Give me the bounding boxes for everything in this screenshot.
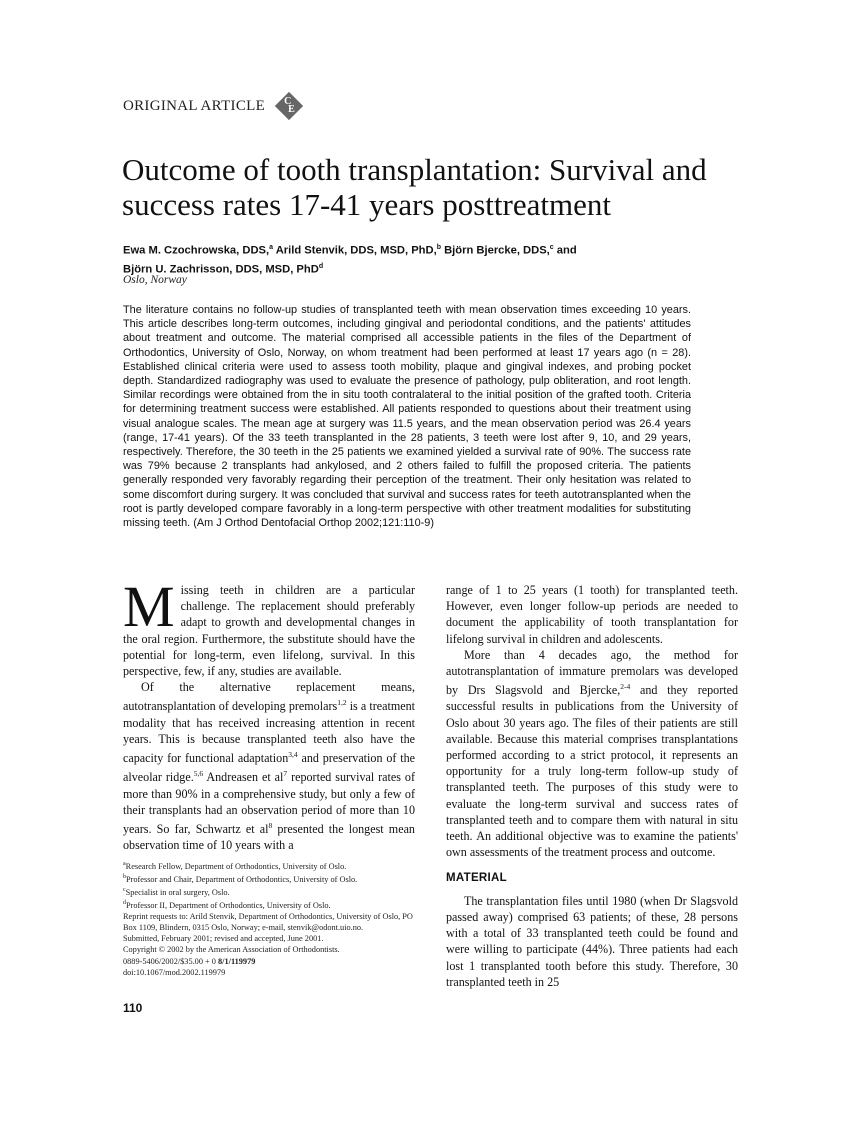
body-column-left: [123, 574, 416, 853]
footnote-copyright: Copyright © 2002 by the American Association of Orthodontists.: [123, 945, 340, 955]
page-number: 110: [123, 1001, 143, 1015]
author-3-tail: and: [553, 244, 577, 257]
author-line-2: [123, 259, 723, 278]
author-line-1: [123, 240, 723, 259]
article-title: Outcome of tooth transplantation: Survival and success rates 17-41 years posttreatment: [122, 152, 707, 222]
citation-sup: 7: [283, 769, 288, 779]
citation-sup: 5,6: [193, 769, 204, 779]
p4-text-a: More than 4 decades ago, the method for autotransplantation of immature premolars was developed by Drs Slagsvold and Bjercke,: [446, 647, 738, 698]
footnote-a: [123, 859, 418, 872]
footnote-d-text: Professor II, Department of Orthodontics, University of Oslo.: [126, 900, 331, 910]
badge-letter-e: E: [288, 104, 295, 115]
footnote-c-text: Specialist in oral surgery, Oslo.: [125, 887, 230, 897]
citation-sup: 8: [268, 820, 273, 830]
intro-paragraph-1: [123, 574, 415, 679]
footnote-c-sup: c: [123, 886, 126, 893]
footnote-b-sup: b: [123, 873, 126, 880]
footnote-c: [123, 885, 418, 898]
author-list: [123, 240, 723, 277]
footnote-issn: [123, 956, 418, 967]
material-paragraph-1: The transplantation files until 1980 (when Dr Slagsvold passed away) comprised 63 patients; of these, 28 persons with a total of 33 transplanted teeth could be found and were willing to participate (44%). Three patients had each lost 1 transplanted tooth before this study. Therefore, 30 transplanted teeth in 25: [446, 893, 738, 989]
author-4: Björn U. Zachrisson, DDS, MSD, PhD: [123, 263, 319, 276]
p2-text-e: reported survival rates of more than 90% in a comprehensive study, but only a few of their transplants had an observation period of more than 10 years. So far, Schwartz et al: [123, 770, 415, 836]
intro-paragraph-4: [446, 647, 738, 861]
footnote-b-text: Professor and Chair, Department of Orthodontics, University of Oslo.: [126, 874, 358, 884]
footnote-doi: doi:10.1067/mod.2002.119979: [123, 967, 226, 977]
citation-sup: 2-4: [620, 682, 631, 692]
article-type-label: ORIGINAL ARTICLE: [123, 97, 266, 114]
author-location: Oslo, Norway: [123, 274, 187, 286]
footnote-reprint: Reprint requests to: Arild Stenvik, Department of Orthodontics, University of Oslo, PO Box 1109, Blindern, 0315 Oslo, Norway; e-mail, stenvik@odont.uio.no.: [123, 911, 413, 933]
intro-paragraph-1-text: issing teeth in children are a particular challenge. The replacement should preferably adapt to growth and developmental changes in the oral region. Furthermore, the substitute should have the potential for long-term, even lifelong, survival. In this perspective, few, if any, studies are available.: [123, 583, 415, 679]
author-2: Arild Stenvik, DDS, MSD, PhD,: [273, 244, 437, 257]
footnote-a-text: Research Fellow, Department of Orthodontics, University of Oslo.: [125, 861, 347, 871]
footnotes: [123, 859, 418, 978]
article-header: [123, 92, 303, 120]
p2-text-d: Andreasen et al: [203, 770, 284, 785]
section-heading-material: MATERIAL: [446, 872, 507, 885]
citation-sup: 1,2: [337, 698, 347, 708]
p2-text-f: presented the longest mean observation time of 10 years with a: [123, 821, 415, 853]
citation-sup: 3,4: [288, 750, 298, 760]
ce-badge-icon: [275, 92, 303, 120]
author-4-sup: d: [318, 262, 324, 270]
badge-letter-c: C: [284, 96, 292, 107]
footnote-b: [123, 872, 418, 885]
author-1-sup: a: [269, 244, 273, 251]
issn-id: 8/1/119979: [218, 956, 256, 966]
footnote-a-sup: a: [123, 861, 126, 867]
p2-text-a: Of the alternative replacement means, autotransplantation of developing premolars: [123, 680, 415, 714]
intro-paragraph-3: range of 1 to 25 years (1 tooth) for transplanted teeth. However, even longer follow-up periods are needed to document the applicability of tooth transplantation for lifelong survival in children and adolescents.: [446, 583, 738, 646]
p2-text-b: is a treatment modality that has received increasing attention in recent years. This is because transplanted teeth also have the capacity for functional adaptation: [123, 699, 416, 766]
issn-text: 0889-5406/2002/$35.00 + 0: [123, 956, 219, 966]
p2-text-c: and preservation of the alveolar ridge.: [123, 751, 415, 785]
author-1: Ewa M. Czochrowska, DDS,: [123, 244, 270, 257]
drop-cap: M: [123, 574, 175, 639]
footnote-d: [123, 898, 418, 911]
intro-paragraph-2: [123, 679, 415, 853]
abstract: The literature contains no follow-up studies of transplanted teeth with mean observation times exceeding 10 years. This article describes long-term outcomes, including gingival and periodontal conditions, and the patients' attitudes about treatment and outcome. The material comprised all accessible patients in the files of the Department of Orthodontics, University of Oslo, Norway, on whom treatment had been performed at least 17 years ago (n = 28). Established clinical criteria were used to assess tooth mobility, plaque and gingival indexes, and probing pocket depth. Standardized radiography was used to evaluate the presence of pathology, pulp obliteration, and root length. Similar recordings were obtained from the in situ tooth contralateral to the initial position of the grafted tooth. Criteria for determining treatment success were established. All patients responded to questions about their treatment using visual analogue scales. The mean age at surgery was 11.5 years, and the mean observation period was 26.4 years (range, 17-41 years). Of the 33 teeth transplanted in the 28 patients, 3 teeth were lost after 9, 10, and 29 years, respectively. Therefore, the 30 teeth in the 25 patients we examined yielded a survival rate of 90%. The success rate was 79% because 2 transplants had ankylosed, and 2 others failed to fulfill the proposed criteria. The patients generally responded very favorably regarding their perception of the treatment. Their only hesitation was related to some discomfort during surgery. It was concluded that survival and success rates for teeth autotransplanted when the root is partly developed compare favorably in a long-term perspective with other treatment modalities for substituting missing teeth. (Am J Orthod Dentofacial Orthop 2002;121:110-9): [123, 304, 691, 530]
author-3-sup: c: [549, 244, 554, 251]
body-column-right: [446, 582, 738, 990]
author-2-sup: b: [436, 244, 441, 251]
author-3: Björn Bjercke, DDS,: [440, 244, 550, 257]
footnote-d-sup: d: [123, 899, 126, 906]
footnote-submitted: Submitted, February 2001; revised and accepted, June 2001.: [123, 934, 324, 944]
p4-text-b: and they reported successful results in publications from the University of Oslo about 30 years ago. The files of their patients are still available. Because this material comprises transplantations performed according to a strict protocol, it represents an opportunity for a truly long-term follow-up study of transplanted teeth. The purposes of this study were to evaluate the long-term survival and success rates of transplanted teeth and to compare them with natural in situ teeth. An additional objective was to examine the patients' own assessments of the treatment process and outcome.: [446, 683, 738, 860]
